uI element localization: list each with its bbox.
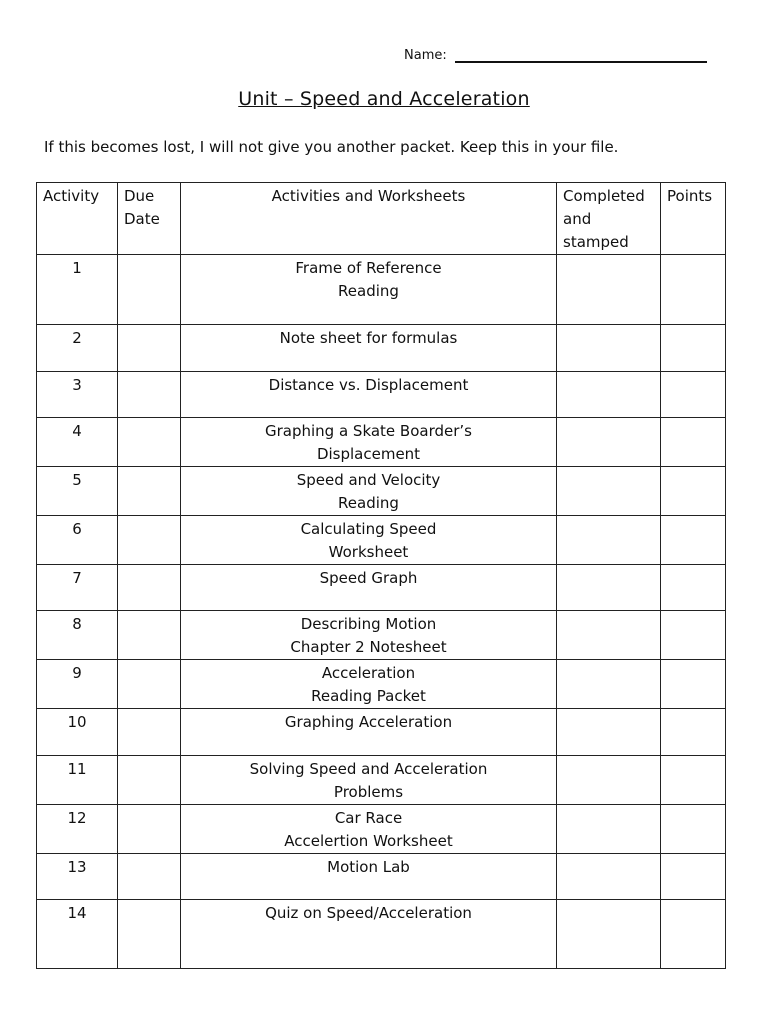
activity-description-line2: Displacement — [316, 445, 421, 463]
activity-description — [181, 325, 557, 372]
activity-description-line2: Accelertion Worksheet — [284, 832, 453, 850]
activity-description-line2: Worksheet — [328, 543, 409, 561]
activity-number: 6 — [37, 516, 118, 565]
completed-cell[interactable] — [557, 418, 661, 467]
due-date-cell[interactable] — [118, 756, 181, 805]
name-label: Name: — [404, 48, 447, 63]
activity-description — [181, 900, 557, 969]
points-cell[interactable] — [661, 611, 726, 660]
activity-description-line1: Calculating Speed — [300, 520, 437, 538]
due-date-cell[interactable] — [118, 565, 181, 611]
due-date-cell[interactable] — [118, 516, 181, 565]
activity-description-line1: Speed Graph — [319, 569, 418, 587]
due-date-cell[interactable] — [118, 372, 181, 418]
activity-description-line1: Distance vs. Displacement — [268, 376, 469, 394]
points-cell[interactable] — [661, 900, 726, 969]
activity-description-line1: Graphing a Skate Boarder’s — [264, 422, 472, 440]
table-row — [37, 325, 726, 372]
completed-cell[interactable] — [557, 709, 661, 756]
table-row — [37, 900, 726, 969]
activity-description-line2: Reading — [338, 282, 399, 300]
activity-number: 5 — [37, 467, 118, 516]
table-row — [37, 418, 726, 467]
completed-cell[interactable] — [557, 372, 661, 418]
activity-number: 13 — [37, 854, 118, 900]
activity-number: 1 — [37, 255, 118, 325]
activity-description-line2: Reading Packet — [311, 687, 426, 705]
activity-description-line1: Acceleration — [321, 664, 416, 682]
points-cell[interactable] — [661, 805, 726, 854]
completed-cell[interactable] — [557, 467, 661, 516]
table-row — [37, 756, 726, 805]
activity-number: 2 — [37, 325, 118, 372]
activity-description-line1: Speed and Velocity — [296, 471, 441, 489]
due-date-cell[interactable] — [118, 805, 181, 854]
points-cell[interactable] — [661, 516, 726, 565]
activity-description — [181, 854, 557, 900]
points-cell[interactable] — [661, 418, 726, 467]
activity-description-line1: Frame of Reference — [295, 259, 442, 277]
points-cell[interactable] — [661, 660, 726, 709]
activity-description — [181, 372, 557, 418]
page-title: Unit – Speed and Acceleration — [238, 88, 530, 110]
completed-cell[interactable] — [557, 325, 661, 372]
completed-cell[interactable] — [557, 611, 661, 660]
points-cell[interactable] — [661, 565, 726, 611]
name-field-row — [404, 48, 707, 63]
table-row — [37, 709, 726, 756]
points-cell[interactable] — [661, 372, 726, 418]
activity-number: 10 — [37, 709, 118, 756]
completed-cell[interactable] — [557, 756, 661, 805]
due-date-cell[interactable] — [118, 255, 181, 325]
activity-number: 8 — [37, 611, 118, 660]
due-date-cell[interactable] — [118, 900, 181, 969]
activity-description — [181, 805, 557, 854]
activity-description-line2: Reading — [338, 494, 399, 512]
activity-number: 7 — [37, 565, 118, 611]
table-header-row — [37, 183, 726, 255]
table-row — [37, 467, 726, 516]
activity-description — [181, 756, 557, 805]
activity-description — [181, 255, 557, 325]
points-cell[interactable] — [661, 756, 726, 805]
completed-cell[interactable] — [557, 660, 661, 709]
activity-number: 3 — [37, 372, 118, 418]
activity-description — [181, 418, 557, 467]
completed-cell[interactable] — [557, 854, 661, 900]
activity-description — [181, 660, 557, 709]
activity-description-line1: Note sheet for formulas — [279, 329, 458, 347]
activity-description-line1: Car Race — [334, 809, 403, 827]
table-row — [37, 611, 726, 660]
due-date-cell[interactable] — [118, 611, 181, 660]
activity-description — [181, 516, 557, 565]
table-row — [37, 372, 726, 418]
name-blank-line[interactable] — [455, 49, 707, 63]
column-header-points: Points — [661, 183, 726, 255]
activity-description — [181, 709, 557, 756]
column-header-activities: Activities and Worksheets — [181, 183, 557, 255]
activity-number: 12 — [37, 805, 118, 854]
due-date-cell[interactable] — [118, 709, 181, 756]
completed-cell[interactable] — [557, 900, 661, 969]
completed-cell[interactable] — [557, 565, 661, 611]
activity-number: 4 — [37, 418, 118, 467]
due-date-cell[interactable] — [118, 418, 181, 467]
due-date-cell[interactable] — [118, 854, 181, 900]
table-row — [37, 565, 726, 611]
column-header-due-date: Due Date — [118, 183, 181, 255]
activity-description — [181, 565, 557, 611]
activity-description-line1: Graphing Acceleration — [284, 713, 453, 731]
activity-table — [36, 182, 726, 969]
instruction-text: If this becomes lost, I will not give you another packet. Keep this in your file. — [44, 138, 619, 156]
table-row — [37, 854, 726, 900]
activity-description — [181, 467, 557, 516]
activity-number: 11 — [37, 756, 118, 805]
activity-number: 9 — [37, 660, 118, 709]
activity-description — [181, 611, 557, 660]
activity-description-line1: Solving Speed and Acceleration — [249, 760, 488, 778]
activity-description-line1: Describing Motion — [300, 615, 437, 633]
due-date-cell[interactable] — [118, 325, 181, 372]
points-cell[interactable] — [661, 255, 726, 325]
table-row — [37, 255, 726, 325]
due-date-cell[interactable] — [118, 660, 181, 709]
table-row — [37, 660, 726, 709]
table-row — [37, 805, 726, 854]
activity-description-line1: Quiz on Speed/Acceleration — [265, 904, 472, 922]
completed-cell[interactable] — [557, 516, 661, 565]
points-cell[interactable] — [661, 325, 726, 372]
activity-description-line1: Motion Lab — [327, 858, 410, 876]
column-header-activity: Activity — [37, 183, 118, 255]
column-header-completed: Completed and stamped — [557, 183, 661, 255]
points-cell[interactable] — [661, 709, 726, 756]
table-row — [37, 516, 726, 565]
activity-number: 14 — [37, 900, 118, 969]
activity-description-line2: Chapter 2 Notesheet — [290, 638, 447, 656]
due-date-cell[interactable] — [118, 467, 181, 516]
activity-description-line2: Problems — [333, 783, 404, 801]
completed-cell[interactable] — [557, 805, 661, 854]
completed-cell[interactable] — [557, 255, 661, 325]
points-cell[interactable] — [661, 854, 726, 900]
points-cell[interactable] — [661, 467, 726, 516]
